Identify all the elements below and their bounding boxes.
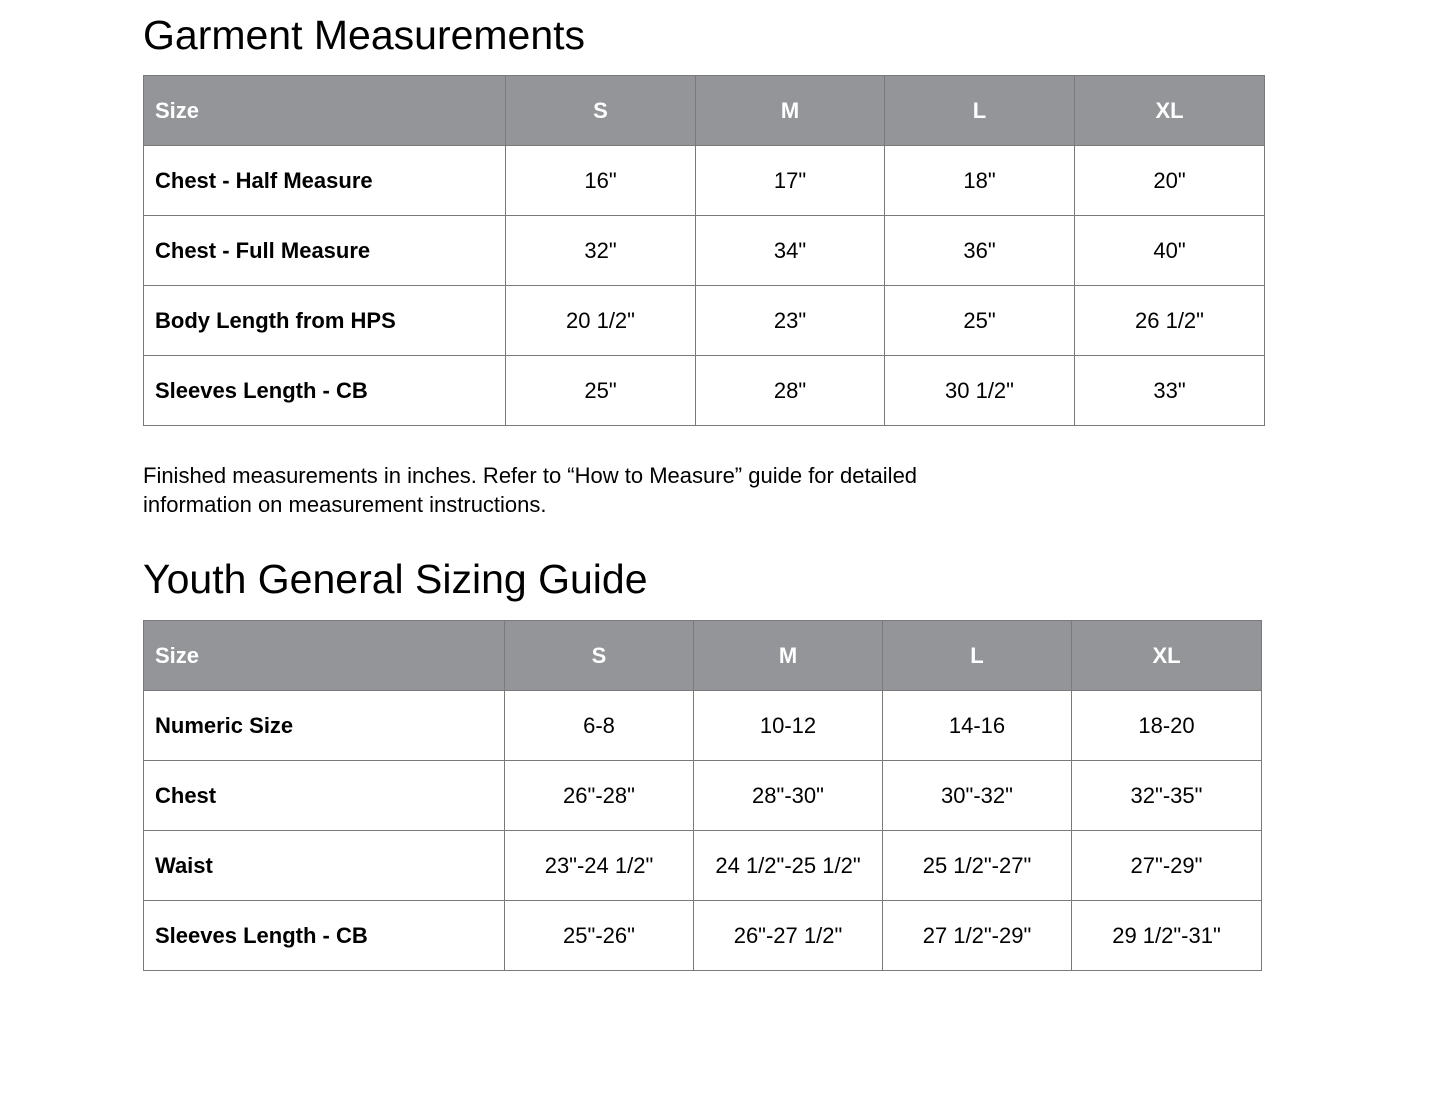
table-row bbox=[144, 216, 1265, 286]
table-cell: 20 1/2" bbox=[506, 286, 696, 356]
row-label: Chest bbox=[144, 761, 505, 831]
table-cell: 27"-29" bbox=[1072, 831, 1262, 901]
table-cell: 23"-24 1/2" bbox=[505, 831, 694, 901]
table-row bbox=[144, 691, 1262, 761]
row-label: Chest - Full Measure bbox=[144, 216, 506, 286]
column-header-l: L bbox=[885, 76, 1075, 146]
table-cell: 25" bbox=[506, 356, 696, 426]
table-cell: 28" bbox=[696, 356, 885, 426]
table-cell: 30 1/2" bbox=[885, 356, 1075, 426]
column-header-l: L bbox=[883, 621, 1072, 691]
table-cell: 16" bbox=[506, 146, 696, 216]
column-header-s: S bbox=[506, 76, 696, 146]
garment-measurements-title: Garment Measurements bbox=[143, 12, 586, 58]
row-label: Chest - Half Measure bbox=[144, 146, 506, 216]
column-header-m: M bbox=[696, 76, 885, 146]
table-cell: 26"-27 1/2" bbox=[694, 901, 883, 971]
table-header-row bbox=[144, 621, 1262, 691]
table-cell: 27 1/2"-29" bbox=[883, 901, 1072, 971]
youth-sizing-guide-table bbox=[143, 620, 1262, 971]
table-cell: 34" bbox=[696, 216, 885, 286]
garment-measurements-table bbox=[143, 75, 1265, 426]
table-cell: 18" bbox=[885, 146, 1075, 216]
table-row bbox=[144, 356, 1265, 426]
measurement-note-line-1: Finished measurements in inches. Refer to “How to Measure” guide for detailed bbox=[143, 463, 918, 488]
table-cell: 17" bbox=[696, 146, 885, 216]
table-cell: 25"-26" bbox=[505, 901, 694, 971]
table-cell: 6-8 bbox=[505, 691, 694, 761]
row-label: Numeric Size bbox=[144, 691, 505, 761]
table-cell: 18-20 bbox=[1072, 691, 1262, 761]
table-cell: 25 1/2"-27" bbox=[883, 831, 1072, 901]
youth-sizing-guide-title: Youth General Sizing Guide bbox=[143, 556, 648, 602]
table-header-row bbox=[144, 76, 1265, 146]
table-row bbox=[144, 831, 1262, 901]
column-header-xl: XL bbox=[1075, 76, 1265, 146]
column-header-m: M bbox=[694, 621, 883, 691]
table-cell: 33" bbox=[1075, 356, 1265, 426]
table-row bbox=[144, 761, 1262, 831]
column-header-xl: XL bbox=[1072, 621, 1262, 691]
table-cell: 24 1/2"-25 1/2" bbox=[694, 831, 883, 901]
table-cell: 32"-35" bbox=[1072, 761, 1262, 831]
column-header-size: Size bbox=[144, 76, 506, 146]
column-header-size: Size bbox=[144, 621, 505, 691]
measurement-note-line-2: information on measurement instructions. bbox=[143, 492, 547, 517]
table-cell: 26"-28" bbox=[505, 761, 694, 831]
row-label: Sleeves Length - CB bbox=[144, 901, 505, 971]
table-row bbox=[144, 286, 1265, 356]
table-cell: 30"-32" bbox=[883, 761, 1072, 831]
table-cell: 28"-30" bbox=[694, 761, 883, 831]
row-label: Waist bbox=[144, 831, 505, 901]
table-cell: 26 1/2" bbox=[1075, 286, 1265, 356]
table-cell: 40" bbox=[1075, 216, 1265, 286]
table-cell: 10-12 bbox=[694, 691, 883, 761]
column-header-s: S bbox=[505, 621, 694, 691]
measurement-note bbox=[143, 461, 1043, 519]
table-cell: 32" bbox=[506, 216, 696, 286]
row-label: Sleeves Length - CB bbox=[144, 356, 506, 426]
table-cell: 25" bbox=[885, 286, 1075, 356]
table-cell: 14-16 bbox=[883, 691, 1072, 761]
table-row bbox=[144, 146, 1265, 216]
table-cell: 20" bbox=[1075, 146, 1265, 216]
table-cell: 23" bbox=[696, 286, 885, 356]
row-label: Body Length from HPS bbox=[144, 286, 506, 356]
table-cell: 36" bbox=[885, 216, 1075, 286]
table-row bbox=[144, 901, 1262, 971]
table-cell: 29 1/2"-31" bbox=[1072, 901, 1262, 971]
